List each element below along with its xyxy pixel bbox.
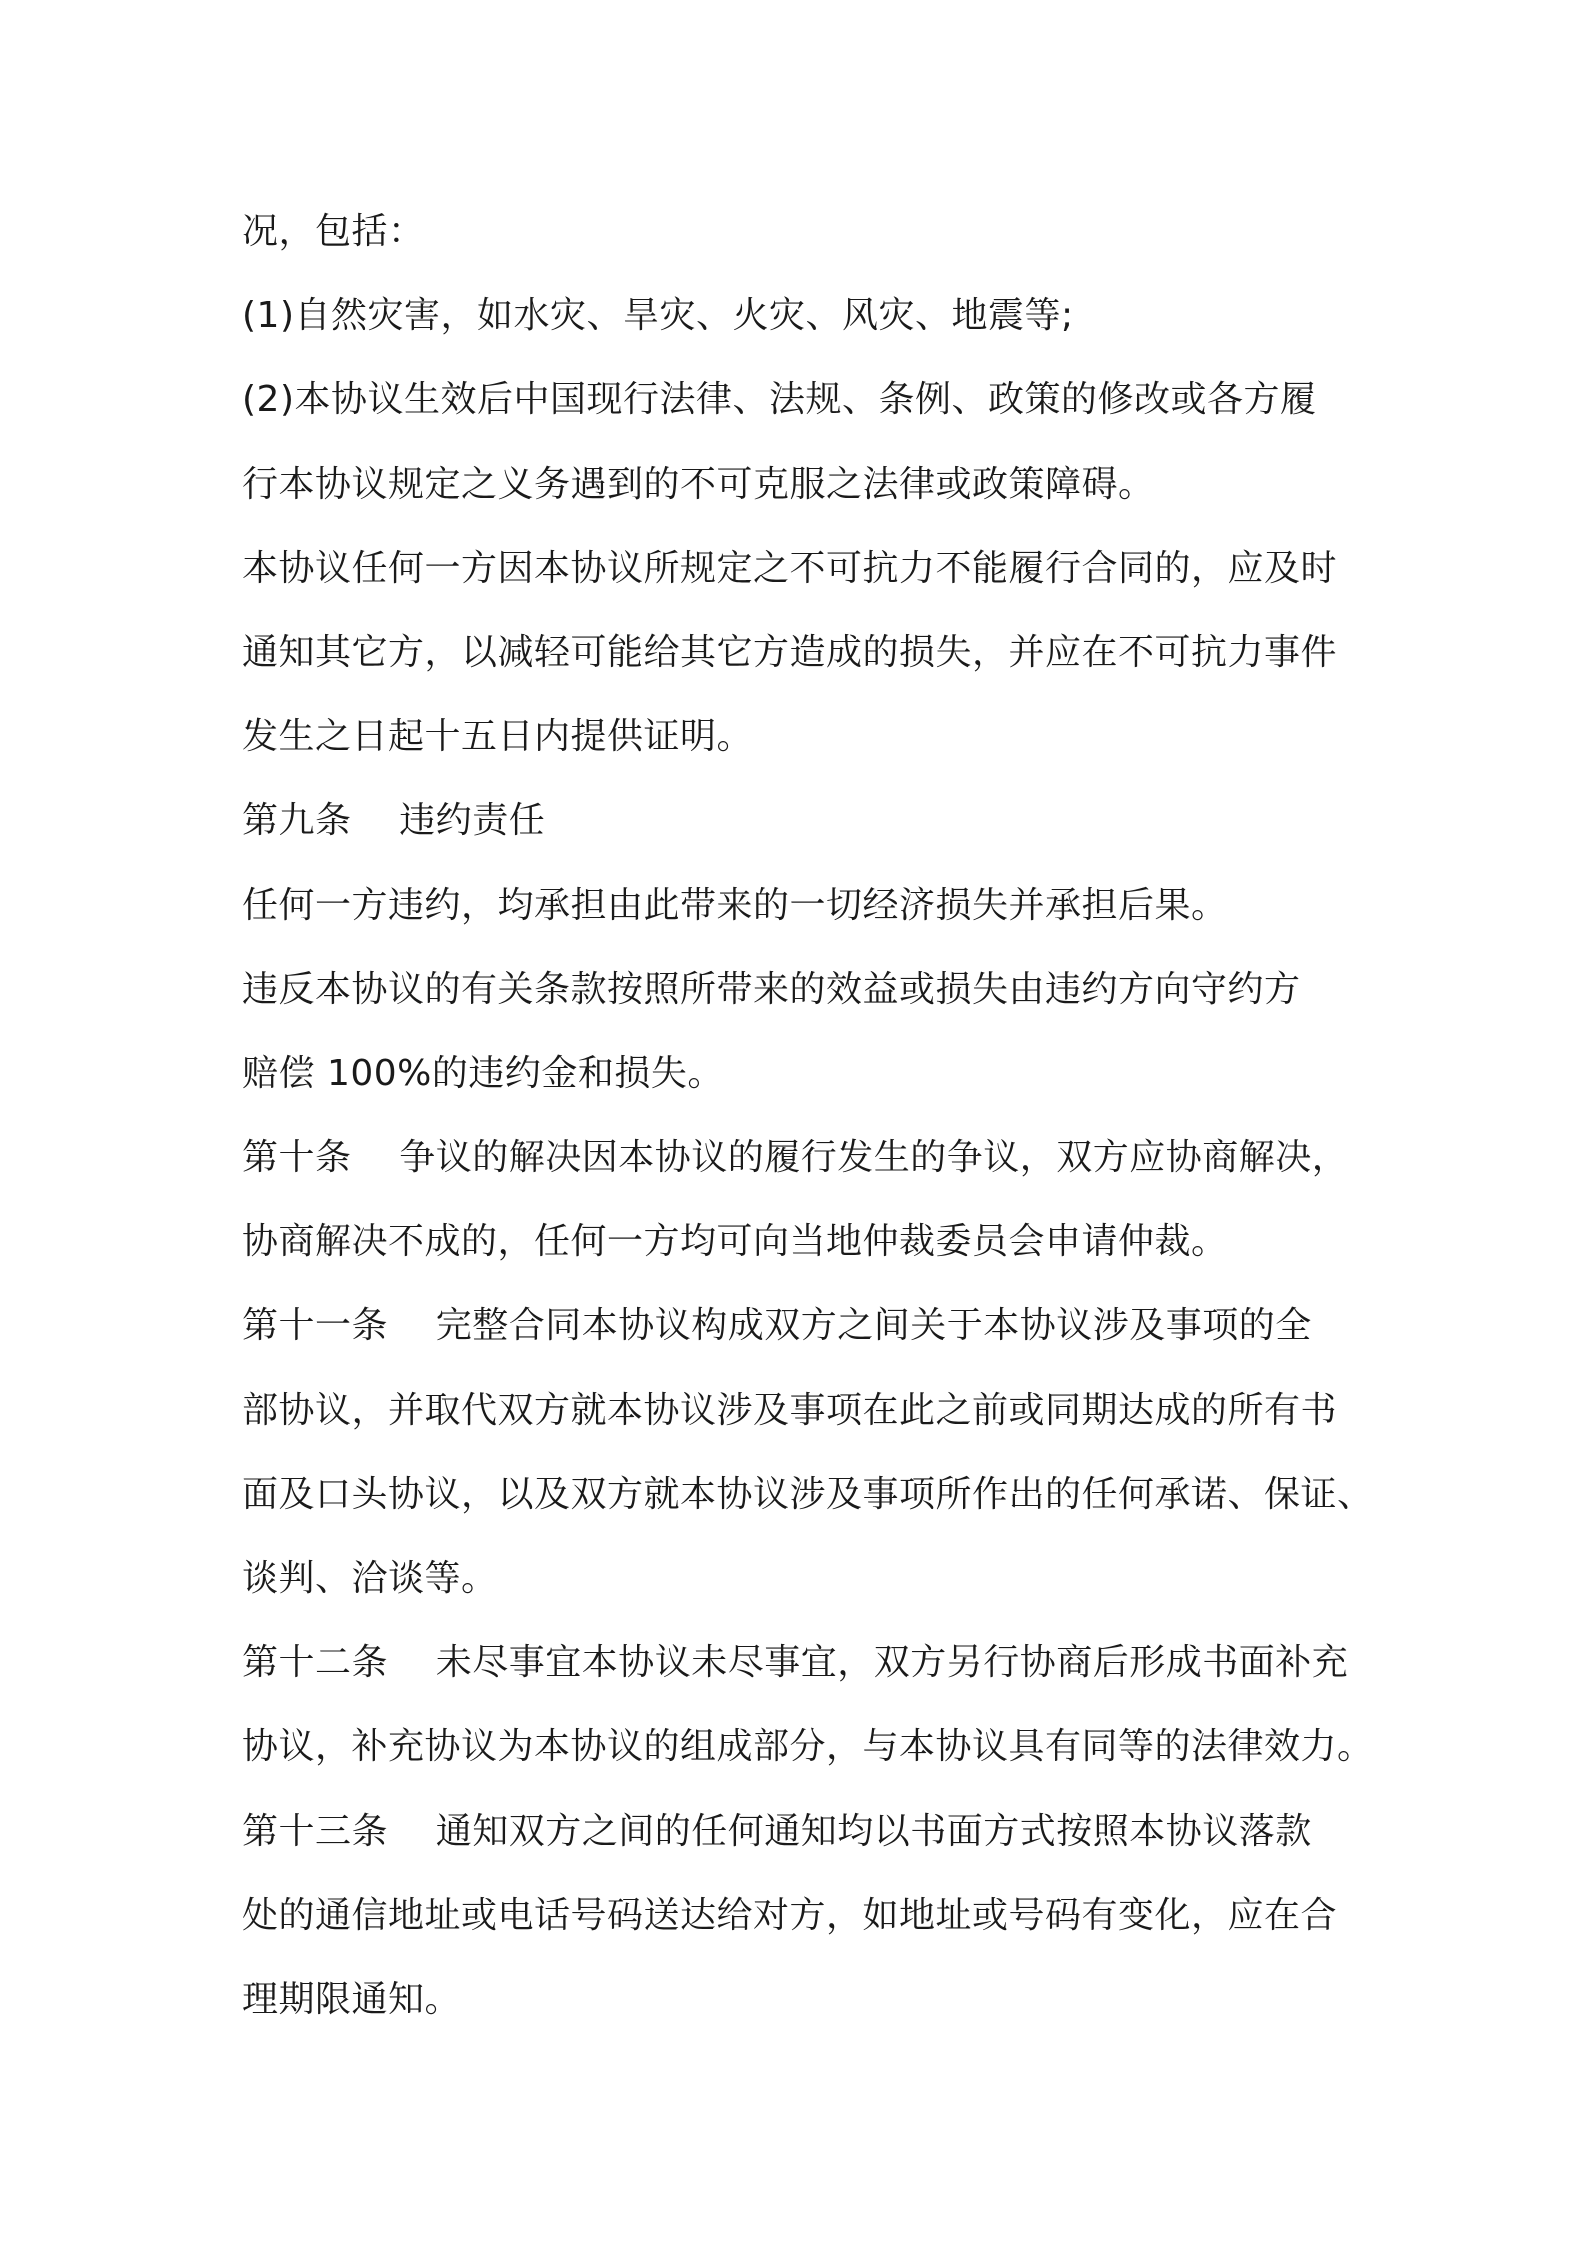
text-line: 本协议任何一方因本协议所规定之不可抗力不能履行合同的，应及时 bbox=[242, 547, 1338, 589]
document-body bbox=[242, 190, 1374, 2042]
text-line: 理期限通知。 bbox=[242, 1978, 462, 2020]
text-line: (1)自然灾害，如水灾、旱灾、火灾、风灾、地震等; bbox=[242, 295, 1074, 337]
text-line: 面及口头协议，以及双方就本协议涉及事项所作出的任何承诺、保证、 bbox=[242, 1473, 1374, 1515]
section-heading-article-12: 第十二条 未尽事宜本协议未尽事宜，双方另行协商后形成书面补充 bbox=[242, 1642, 1349, 1684]
text-line: 协商解决不成的，任何一方均可向当地仲裁委员会申请仲裁。 bbox=[242, 1221, 1228, 1263]
text-line: (2)本协议生效后中国现行法律、法规、条例、政策的修改或各方履 bbox=[242, 379, 1317, 421]
text-line: 行本协议规定之义务遇到的不可克服之法律或政策障碍。 bbox=[242, 463, 1155, 505]
text-line: 违反本协议的有关条款按照所带来的效益或损失由违约方向守约方 bbox=[242, 968, 1301, 1010]
text-line: 况，包括： bbox=[242, 211, 425, 252]
text-line: 发生之日起十五日内提供证明。 bbox=[242, 716, 754, 758]
text-line: 谈判、洽谈等。 bbox=[242, 1558, 498, 1599]
section-heading-article-10: 第十条 争议的解决因本协议的履行发生的争议，双方应协商解决， bbox=[242, 1137, 1349, 1179]
text-line: 通知其它方，以减轻可能给其它方造成的损失，并应在不可抗力事件 bbox=[242, 631, 1338, 673]
section-heading-article-13: 第十三条 通知双方之间的任何通知均以书面方式按照本协议落款 bbox=[242, 1810, 1312, 1852]
text-line: 协议，补充协议为本协议的组成部分，与本协议具有同等的法律效力。 bbox=[242, 1726, 1374, 1768]
text-line: 任何一方违约，均承担由此带来的一切经济损失并承担后果。 bbox=[242, 884, 1228, 926]
section-heading-article-9: 第九条 违约责任 bbox=[242, 800, 546, 842]
text-line: 处的通信地址或电话号码送达给对方，如地址或号码有变化，应在合 bbox=[242, 1894, 1338, 1936]
section-heading-article-11: 第十一条 完整合同本协议构成双方之间关于本协议涉及事项的全 bbox=[242, 1305, 1312, 1347]
text-line: 部协议，并取代双方就本协议涉及事项在此之前或同期达成的所有书 bbox=[242, 1389, 1338, 1431]
text-line: 赔偿 100%的违约金和损失。 bbox=[242, 1052, 724, 1094]
